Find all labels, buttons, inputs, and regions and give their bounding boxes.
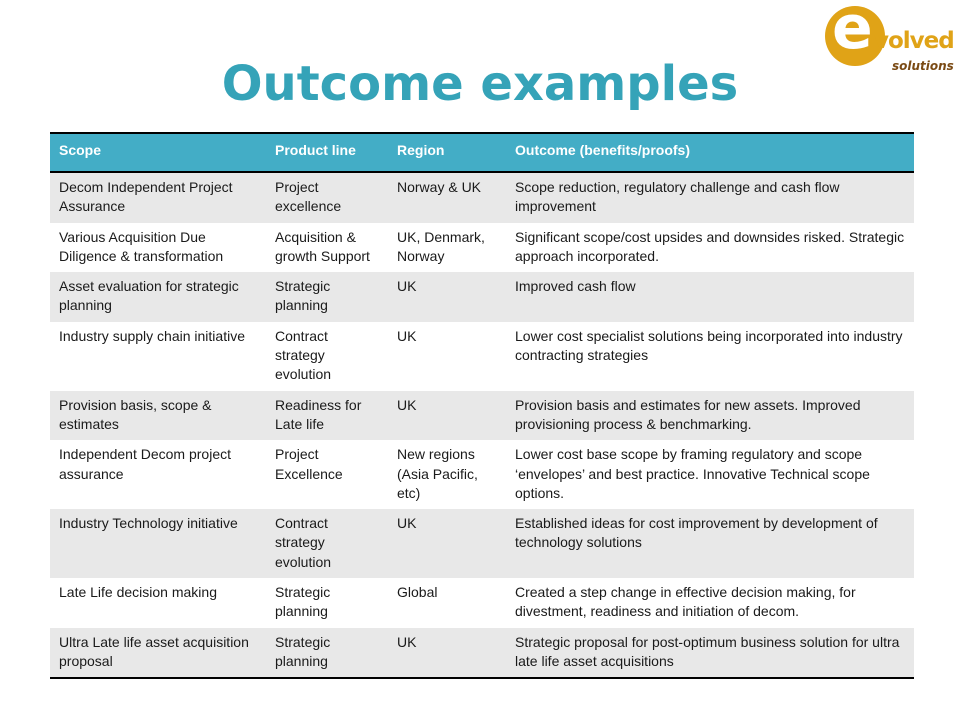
outcomes-table — [50, 132, 914, 679]
table-row — [50, 172, 914, 223]
table-row — [50, 578, 914, 628]
cell-product-line: Acquisition & growth Support — [275, 228, 370, 264]
cell-outcome: Significant scope/cost upsides and downsides risked. Strategic approach incorporated. — [515, 228, 905, 264]
cell-outcome: Lower cost base scope by framing regulatory and scope ‘envelopes’ and best practice. Innovative Technical scope options. — [515, 446, 870, 501]
cell-scope: Industry supply chain initiative — [59, 327, 245, 344]
cell-scope: Independent Decom project assurance — [59, 446, 231, 482]
logo-tagline: solutions — [892, 59, 954, 73]
table-row — [50, 223, 914, 273]
logo-mark: e — [832, 0, 873, 63]
logo-wordmark: volved — [874, 28, 954, 54]
cell-region: UK — [397, 396, 417, 413]
cell-outcome: Lower cost specialist solutions being incorporated into industry contracting strategies — [515, 327, 903, 364]
header-outcome: Outcome (benefits/proofs) — [515, 142, 691, 158]
cell-product-line: Strategic planning — [275, 278, 331, 314]
cell-outcome: Created a step change in effective decision making, for divestment, readiness and initiation of decom. — [515, 584, 856, 620]
cell-scope: Various Acquisition Due Diligence & transformation — [59, 228, 224, 264]
table-row — [50, 509, 914, 578]
slide-title: Outcome examples — [221, 56, 739, 112]
cell-scope: Late Life decision making — [59, 584, 217, 601]
cell-product-line: Project excellence — [275, 179, 342, 215]
cell-outcome: Provision basis and estimates for new assets. Improved provisioning process & benchmarking. — [515, 396, 861, 432]
cell-scope: Provision basis, scope & estimates — [59, 396, 212, 432]
cell-product-line: Contract strategy evolution — [275, 327, 332, 383]
cell-product-line: Readiness for Late life — [275, 396, 362, 432]
table-row — [50, 628, 914, 679]
cell-outcome: Scope reduction, regulatory challenge and cash flow improvement — [515, 179, 840, 215]
cell-region: UK — [397, 278, 417, 295]
cell-product-line: Strategic planning — [275, 584, 331, 620]
cell-scope: Ultra Late life asset acquisition proposal — [59, 633, 249, 669]
cell-product-line: Project Excellence — [275, 446, 343, 482]
header-scope: Scope — [59, 142, 102, 158]
cell-region: UK — [397, 327, 417, 344]
cell-outcome: Improved cash flow — [515, 278, 636, 295]
cell-region: Global — [397, 584, 438, 601]
table-row — [50, 440, 914, 509]
cell-product-line: Contract strategy evolution — [275, 515, 332, 570]
cell-region: New regions (Asia Pacific, etc) — [397, 446, 478, 501]
table-row — [50, 391, 914, 441]
cell-outcome: Established ideas for cost improvement by development of technology solutions — [515, 515, 878, 551]
cell-region: Norway & UK — [397, 179, 482, 195]
header-region: Region — [397, 142, 445, 158]
cell-product-line: Strategic planning — [275, 633, 331, 669]
cell-scope: Decom Independent Project Assurance — [59, 179, 233, 215]
header-product-line: Product line — [275, 142, 356, 158]
cell-scope: Asset evaluation for strategic planning — [59, 278, 239, 314]
table-header-row — [50, 133, 914, 172]
cell-outcome: Strategic proposal for post-optimum business solution for ultra late life asset acquisitions — [515, 633, 900, 669]
cell-region: UK, Denmark, Norway — [397, 228, 485, 264]
table-row — [50, 272, 914, 322]
cell-region: UK — [397, 633, 417, 650]
cell-scope: Industry Technology initiative — [59, 515, 238, 532]
cell-region: UK — [397, 515, 417, 532]
table-row — [50, 322, 914, 391]
